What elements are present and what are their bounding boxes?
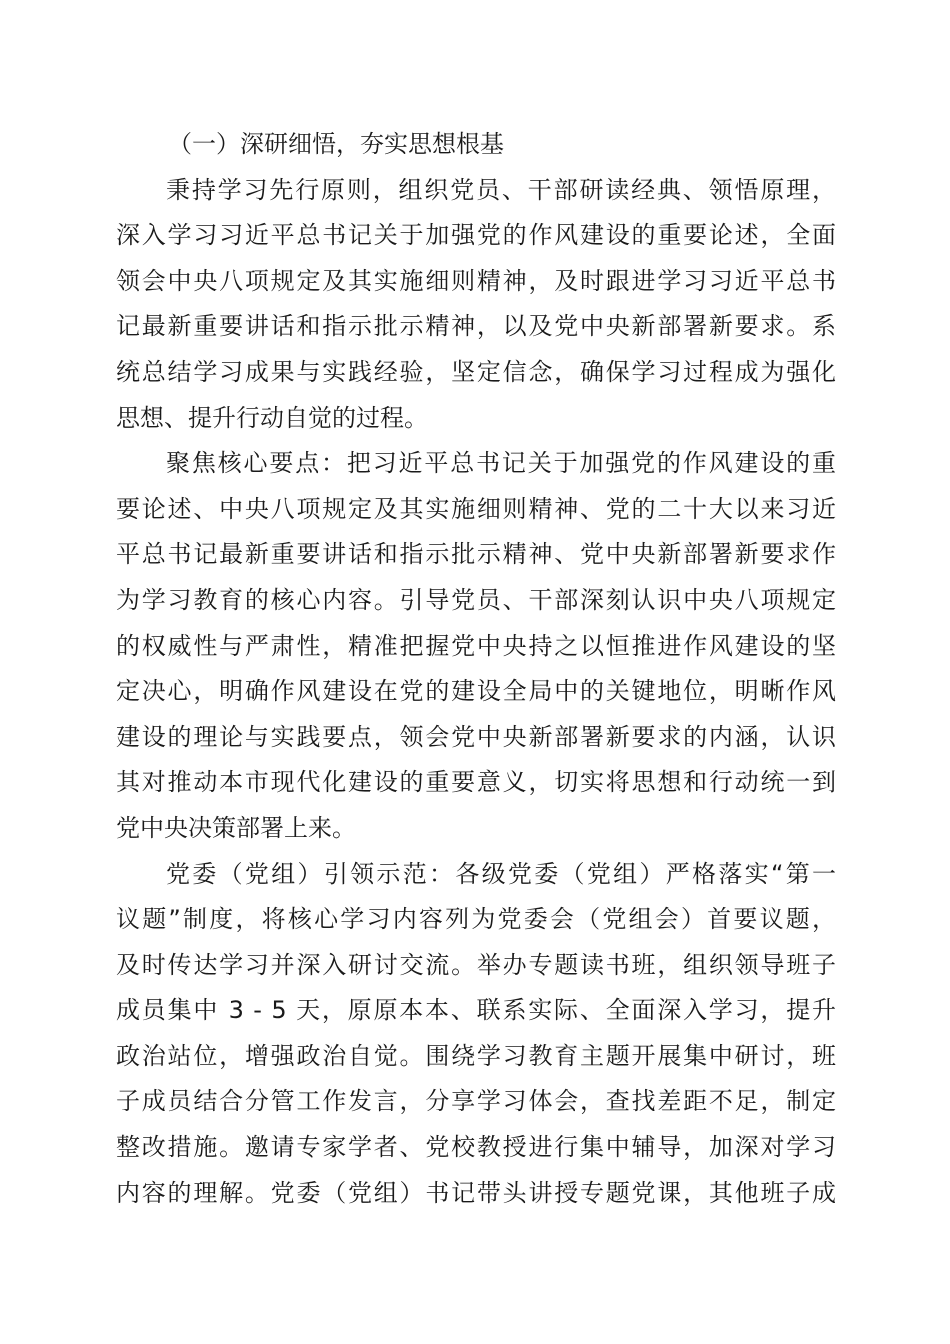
paragraph-line: 思想、提升行动自觉的过程。 (116, 403, 428, 432)
paragraph-line: 记最新重要讲话和指示批示精神，以及党中央新部署新要求。系 (116, 312, 836, 341)
paragraph-line: 党委（党组）引领示范：各级党委（党组）严格落实“第一 (166, 859, 836, 888)
paragraph-line: 政治站位，增强政治自觉。围绕学习教育主题开展集中研讨，班 (116, 1041, 836, 1070)
paragraph-line: 子成员结合分管工作发言，分享学习体会，查找差距不足，制定 (116, 1087, 836, 1116)
paragraph-line: 聚焦核心要点：把习近平总书记关于加强党的作风建设的重 (166, 449, 836, 478)
paragraph-line: 整改措施。邀请专家学者、党校教授进行集中辅导，加深对学习 (116, 1133, 836, 1162)
paragraph-line: 党中央决策部署上来。 (116, 813, 356, 842)
paragraph-line: 其对推动本市现代化建设的重要意义，切实将思想和行动统一到 (116, 768, 836, 797)
paragraph-line: 要论述、中央八项规定及其实施细则精神、党的二十大以来习近 (116, 494, 836, 523)
paragraph-study-principle (116, 168, 836, 442)
document-body (116, 122, 836, 1216)
paragraph-party-committee (116, 852, 836, 1217)
paragraph-line: 内容的理解。党委（党组）书记带头讲授专题党课，其他班子成 (116, 1178, 836, 1207)
paragraph-line: 平总书记最新重要讲话和指示批示精神、党中央新部署新要求作 (116, 540, 836, 569)
section-heading: （一）深研细悟，夯实思想根基 (168, 130, 504, 158)
paragraph-line: 及时传达学习并深入研讨交流。举办专题读书班，组织领导班子 (116, 950, 836, 979)
paragraph-line: 成员集中 3 - 5 天，原原本本、联系实际、全面深入学习，提升 (116, 996, 836, 1025)
paragraph-line: 统总结学习成果与实践经验，坚定信念，确保学习过程成为强化 (116, 357, 836, 386)
paragraph-line: 建设的理论与实践要点，领会党中央新部署新要求的内涵，认识 (116, 722, 836, 751)
paragraph-line: 定决心，明确作风建设在党的建设全局中的关键地位，明晰作风 (116, 677, 836, 706)
paragraph-line: 秉持学习先行原则，组织党员、干部研读经典、领悟原理， (166, 175, 836, 204)
paragraph-line: 的权威性与严肃性，精准把握党中央持之以恒推进作风建设的坚 (116, 631, 836, 660)
paragraph-line: 领会中央八项规定及其实施细则精神，及时跟进学习习近平总书 (116, 266, 836, 295)
paragraph-core-points (116, 441, 836, 851)
paragraph-line: 为学习教育的核心内容。引导党员、干部深刻认识中央八项规定 (116, 585, 836, 614)
paragraph-line: 议题”制度，将核心学习内容列为党委会（党组会）首要议题， (116, 905, 836, 934)
paragraph-line: 深入学习习近平总书记关于加强党的作风建设的重要论述，全面 (116, 221, 836, 250)
